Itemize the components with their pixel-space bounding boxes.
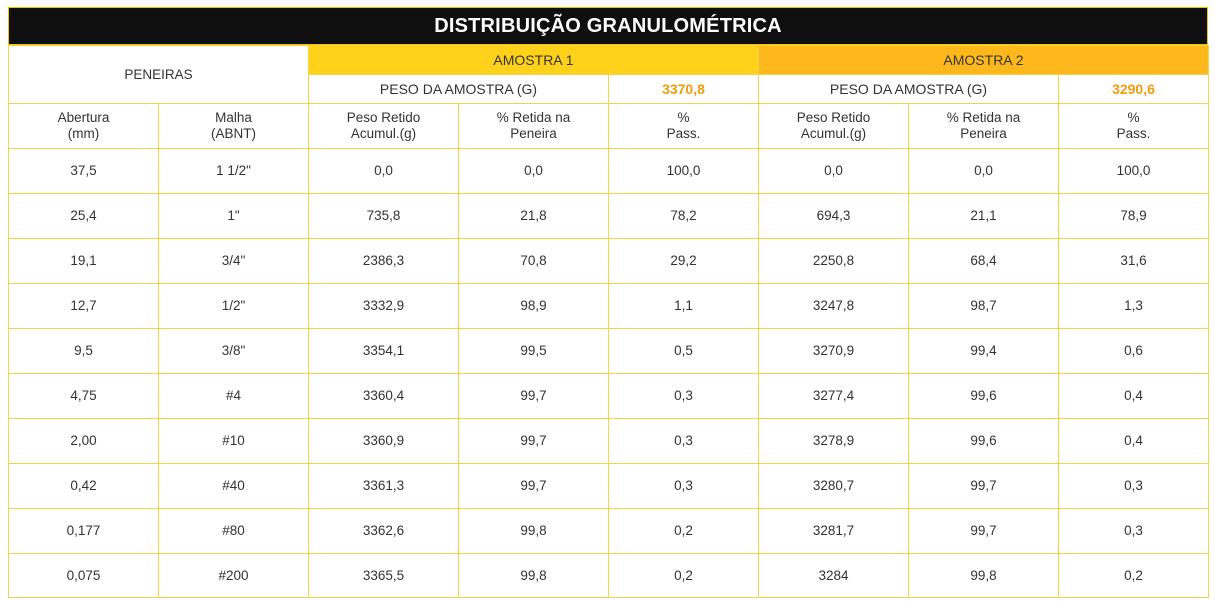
header-line: % (677, 110, 690, 125)
malha-cell: 3/4" (159, 239, 309, 284)
a2-pct-pass-cell: 0,4 (1059, 374, 1209, 419)
a1-peso-retido-cell: 3365,5 (309, 554, 459, 598)
a1-pct-retida-cell: 0,0 (459, 149, 609, 194)
malha-cell: #4 (159, 374, 309, 419)
table-row (9, 464, 1209, 509)
col-a1-pct-retida-header (459, 104, 609, 149)
a2-peso-retido-cell: 694,3 (759, 194, 909, 239)
a2-pct-pass-cell: 0,2 (1059, 554, 1209, 598)
col-abertura-header (9, 104, 159, 149)
a1-pct-pass-cell: 0,2 (609, 509, 759, 554)
amostra1-weight-label: PESO DA AMOSTRA (G) (309, 75, 609, 104)
a1-pct-pass-cell: 78,2 (609, 194, 759, 239)
abertura-cell: 2,00 (9, 419, 159, 464)
header-row-samples (9, 46, 1209, 75)
a1-pct-retida-cell: 99,8 (459, 509, 609, 554)
header-line: (mm) (67, 126, 100, 141)
table-row (9, 554, 1209, 598)
amostra1-weight-value: 3370,8 (609, 75, 759, 104)
a2-peso-retido-cell: 3280,7 (759, 464, 909, 509)
amostra2-weight-value: 3290,6 (1059, 75, 1209, 104)
table-row (9, 194, 1209, 239)
col-a1-pct-pass-header (609, 104, 759, 149)
a2-peso-retido-cell: 3278,9 (759, 419, 909, 464)
abertura-cell: 0,177 (9, 509, 159, 554)
a1-pct-retida-cell: 99,7 (459, 419, 609, 464)
header-line: Pass. (666, 126, 701, 141)
a2-pct-retida-cell: 68,4 (909, 239, 1059, 284)
header-line: Pass. (1116, 126, 1151, 141)
a1-peso-retido-cell: 3360,4 (309, 374, 459, 419)
table-row (9, 509, 1209, 554)
table-title: DISTRIBUIÇÃO GRANULOMÉTRICA (8, 7, 1208, 45)
a1-pct-pass-cell: 29,2 (609, 239, 759, 284)
header-line: Peso Retido (346, 110, 421, 125)
malha-cell: #40 (159, 464, 309, 509)
header-line: Peneira (510, 126, 557, 141)
malha-cell: #200 (159, 554, 309, 598)
a1-peso-retido-cell: 2386,3 (309, 239, 459, 284)
abertura-cell: 25,4 (9, 194, 159, 239)
column-header-row (9, 104, 1209, 149)
abertura-cell: 9,5 (9, 329, 159, 374)
a1-pct-retida-cell: 99,7 (459, 464, 609, 509)
a2-pct-pass-cell: 78,9 (1059, 194, 1209, 239)
a1-pct-retida-cell: 99,5 (459, 329, 609, 374)
a1-pct-pass-cell: 0,3 (609, 419, 759, 464)
amostra1-header: AMOSTRA 1 (309, 46, 759, 75)
abertura-cell: 0,42 (9, 464, 159, 509)
a2-pct-retida-cell: 21,1 (909, 194, 1059, 239)
abertura-cell: 12,7 (9, 284, 159, 329)
a2-peso-retido-cell: 2250,8 (759, 239, 909, 284)
a1-peso-retido-cell: 3361,3 (309, 464, 459, 509)
a1-peso-retido-cell: 3332,9 (309, 284, 459, 329)
a1-pct-pass-cell: 0,5 (609, 329, 759, 374)
malha-cell: #80 (159, 509, 309, 554)
a1-peso-retido-cell: 3362,6 (309, 509, 459, 554)
a1-peso-retido-cell: 735,8 (309, 194, 459, 239)
a2-pct-pass-cell: 0,4 (1059, 419, 1209, 464)
peneiras-header: PENEIRAS (9, 46, 309, 104)
a2-pct-retida-cell: 98,7 (909, 284, 1059, 329)
a1-pct-pass-cell: 1,1 (609, 284, 759, 329)
a2-pct-pass-cell: 31,6 (1059, 239, 1209, 284)
granulometry-table (8, 45, 1209, 598)
amostra2-weight-label: PESO DA AMOSTRA (G) (759, 75, 1059, 104)
abertura-cell: 0,075 (9, 554, 159, 598)
header-line: % Retida na (946, 110, 1021, 125)
col-a2-pct-pass-header (1059, 104, 1209, 149)
a1-pct-retida-cell: 21,8 (459, 194, 609, 239)
abertura-cell: 37,5 (9, 149, 159, 194)
table-row (9, 284, 1209, 329)
header-line: Peneira (960, 126, 1007, 141)
malha-cell: #10 (159, 419, 309, 464)
malha-cell: 3/8" (159, 329, 309, 374)
a2-pct-pass-cell: 100,0 (1059, 149, 1209, 194)
a2-pct-pass-cell: 1,3 (1059, 284, 1209, 329)
a2-peso-retido-cell: 0,0 (759, 149, 909, 194)
a2-peso-retido-cell: 3281,7 (759, 509, 909, 554)
malha-cell: 1" (159, 194, 309, 239)
a1-peso-retido-cell: 0,0 (309, 149, 459, 194)
col-a1-peso-retido-header (309, 104, 459, 149)
a1-pct-pass-cell: 100,0 (609, 149, 759, 194)
a1-pct-retida-cell: 99,8 (459, 554, 609, 598)
a2-pct-retida-cell: 99,7 (909, 464, 1059, 509)
granulometry-table-container (8, 7, 1208, 598)
a2-peso-retido-cell: 3270,9 (759, 329, 909, 374)
a2-pct-pass-cell: 0,3 (1059, 464, 1209, 509)
a2-peso-retido-cell: 3247,8 (759, 284, 909, 329)
header-line: (ABNT) (211, 126, 256, 141)
a1-peso-retido-cell: 3360,9 (309, 419, 459, 464)
col-a2-peso-retido-header (759, 104, 909, 149)
col-a2-pct-retida-header (909, 104, 1059, 149)
header-line: Malha (215, 110, 252, 125)
table-row (9, 239, 1209, 284)
a2-pct-pass-cell: 0,3 (1059, 509, 1209, 554)
header-line: Abertura (57, 110, 110, 125)
table-row (9, 149, 1209, 194)
amostra2-header: AMOSTRA 2 (759, 46, 1209, 75)
a1-pct-pass-cell: 0,3 (609, 374, 759, 419)
abertura-cell: 4,75 (9, 374, 159, 419)
abertura-cell: 19,1 (9, 239, 159, 284)
a2-pct-retida-cell: 99,6 (909, 374, 1059, 419)
a2-pct-retida-cell: 99,4 (909, 329, 1059, 374)
a1-pct-pass-cell: 0,2 (609, 554, 759, 598)
a1-pct-retida-cell: 99,7 (459, 374, 609, 419)
header-line: Peso Retido (796, 110, 871, 125)
table-row (9, 419, 1209, 464)
col-malha-header (159, 104, 309, 149)
a2-pct-retida-cell: 99,6 (909, 419, 1059, 464)
header-line: Acumul.(g) (800, 126, 867, 141)
a2-peso-retido-cell: 3277,4 (759, 374, 909, 419)
malha-cell: 1 1/2" (159, 149, 309, 194)
a2-peso-retido-cell: 3284 (759, 554, 909, 598)
a1-pct-retida-cell: 70,8 (459, 239, 609, 284)
a1-pct-retida-cell: 98,9 (459, 284, 609, 329)
header-line: % (1127, 110, 1140, 125)
table-row (9, 374, 1209, 419)
header-line: % Retida na (496, 110, 571, 125)
table-row (9, 329, 1209, 374)
a1-pct-pass-cell: 0,3 (609, 464, 759, 509)
a2-pct-pass-cell: 0,6 (1059, 329, 1209, 374)
a2-pct-retida-cell: 0,0 (909, 149, 1059, 194)
header-line: Acumul.(g) (350, 126, 417, 141)
a2-pct-retida-cell: 99,7 (909, 509, 1059, 554)
a2-pct-retida-cell: 99,8 (909, 554, 1059, 598)
a1-peso-retido-cell: 3354,1 (309, 329, 459, 374)
malha-cell: 1/2" (159, 284, 309, 329)
